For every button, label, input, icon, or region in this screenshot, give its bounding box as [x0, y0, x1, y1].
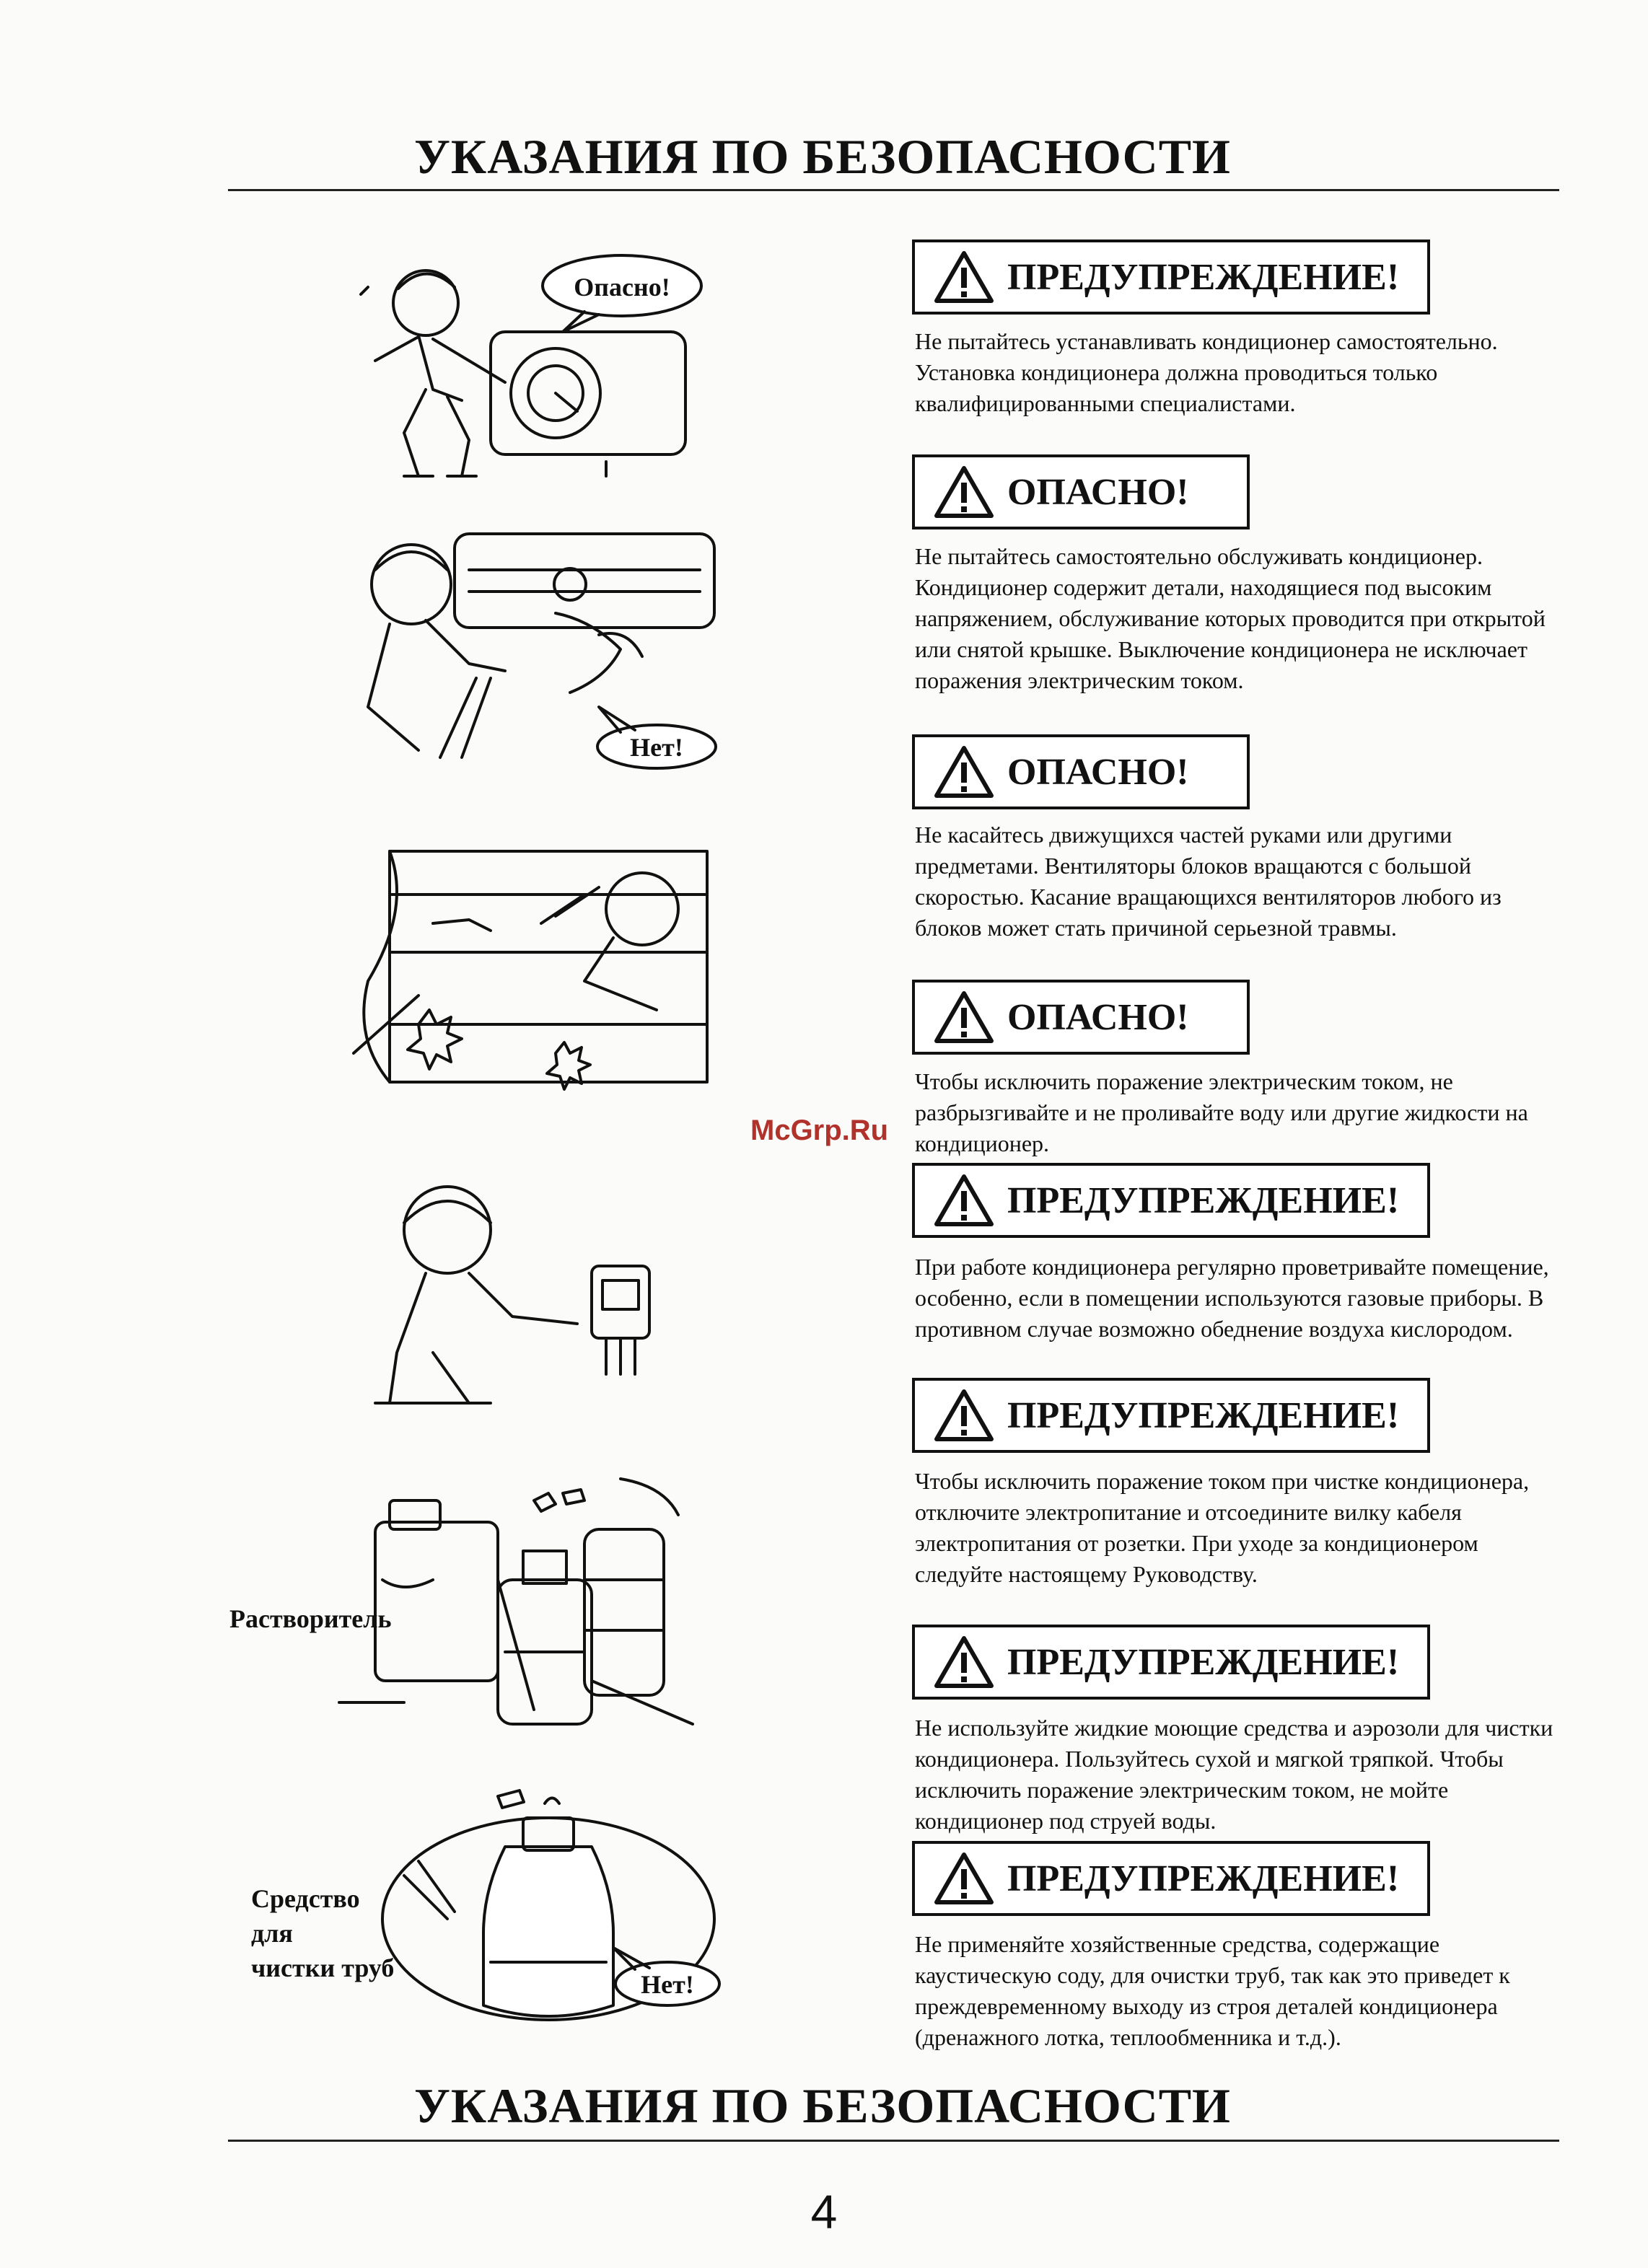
warning-triangle-icon — [934, 745, 994, 799]
caption-pipe-cleaner-line-1: Средство — [251, 1884, 360, 1913]
speech-bubble-no-2: Нет! — [641, 1970, 694, 1999]
page-title-top: УКАЗАНИЯ ПО БЕЗОПАСНОСТИ — [414, 129, 1231, 184]
warning-box-4 — [912, 980, 1250, 1055]
warning-label-3: ОПАСНО! — [1007, 751, 1189, 793]
warning-label-2: ОПАСНО! — [1007, 471, 1189, 513]
warning-box-8 — [912, 1841, 1430, 1916]
warning-text-4: Чтобы исключить поражение электрическим током, не разбрызгивайте и не проливайте воду или другие жидкости на кондиционер. — [915, 1068, 1528, 1156]
warning-text-3: Не касайтесь движущихся частей руками или другими предметами. Вентиляторы блоков вращаются с большой скоростью. Касание вращающихся вентиляторов любого из блоков может стать причиной серьезной травмы. — [915, 822, 1502, 941]
warning-label-4: ОПАСНО! — [1007, 996, 1189, 1038]
warning-text-2: Не пытайтесь самостоятельно обслуживать кондиционер. Кондиционер содержит детали, находящиеся под высоким напряжением, обслуживание которых проводится при открытой или снятой крышке. Выключение кондиционера не исключает поражения электрическим током. — [915, 543, 1546, 693]
watermark: McGrp.Ru — [750, 1115, 889, 1146]
caption-pipe-cleaner — [251, 1881, 394, 1985]
warning-triangle-icon — [934, 465, 994, 519]
warning-triangle-icon — [934, 1174, 994, 1227]
speech-bubble-danger: Опасно! — [574, 273, 670, 302]
warning-label-7: ПРЕДУПРЕЖДЕНИЕ! — [1007, 1641, 1400, 1683]
warning-text-7: Не используйте жидкие моющие средства и аэрозоли для чистки кондиционера. Пользуйтесь сухой и мягкой тряпкой. Чтобы исключить поражение электрическим током, не мойте кондиционер под струей воды. — [915, 1715, 1553, 1834]
illustration-water-splash — [339, 505, 729, 772]
caption-pipe-cleaner-line-2: для — [251, 1919, 293, 1948]
warning-label-5: ПРЕДУПРЕЖДЕНИЕ! — [1007, 1179, 1400, 1221]
illustration-installation — [346, 245, 722, 491]
page-title-bottom: УКАЗАНИЯ ПО БЕЗОПАСНОСТИ — [414, 2078, 1231, 2133]
title-rule-bottom — [228, 2140, 1559, 2142]
warning-box-7 — [912, 1625, 1430, 1700]
warning-box-1 — [912, 239, 1430, 315]
speech-bubble-no-1: Нет! — [630, 733, 683, 762]
warning-label-8: ПРЕДУПРЕЖДЕНИЕ! — [1007, 1858, 1400, 1899]
title-rule-top — [228, 189, 1559, 191]
illustration-drain-cleaner — [361, 1789, 736, 2034]
warning-triangle-icon — [934, 1852, 994, 1905]
caption-pipe-cleaner-line-3: чистки труб — [251, 1953, 395, 1982]
warning-text-8: Не применяйте хозяйственные средства, содержащие каустическую соду, для очистки труб, так как это приведет к преждевременному выходу из строя деталей кондиционера (дренажного лотка, теплообменника и т.д.). — [915, 1931, 1510, 2050]
warning-triangle-icon — [934, 1635, 994, 1689]
page-number: 4 — [810, 2185, 838, 2238]
warning-text-5: При работе кондиционера регулярно проветривайте помещение, особенно, если в помещении используются газовые приборы. В противном случае возможно обеднение воздуха кислородом. — [915, 1254, 1549, 1342]
illustration-fan-hazard — [325, 837, 729, 1096]
warning-box-2 — [912, 454, 1250, 529]
caption-solvent: Растворитель — [229, 1604, 392, 1633]
warning-triangle-icon — [934, 990, 994, 1044]
illustration-ventilation — [346, 1165, 707, 1410]
warning-triangle-icon — [934, 1389, 994, 1442]
warning-box-6 — [912, 1378, 1430, 1453]
warning-text-1: Не пытайтесь устанавливать кондиционер самостоятельно. Установка кондиционера должна проводиться только квалифицированными специалистами. — [915, 328, 1498, 416]
warning-label-6: ПРЕДУПРЕЖДЕНИЕ! — [1007, 1394, 1400, 1436]
warning-box-3 — [912, 734, 1250, 809]
warning-text-6: Чтобы исключить поражение током при чистке кондиционера, отключите электропитание и отсоедините вилку кабеля электропитания от розетки. При уходе за кондиционером следуйте настоящему Руководству. — [915, 1468, 1530, 1587]
warning-box-5 — [912, 1163, 1430, 1238]
warning-label-1: ПРЕДУПРЕЖДЕНИЕ! — [1007, 256, 1400, 298]
warning-triangle-icon — [934, 250, 994, 304]
